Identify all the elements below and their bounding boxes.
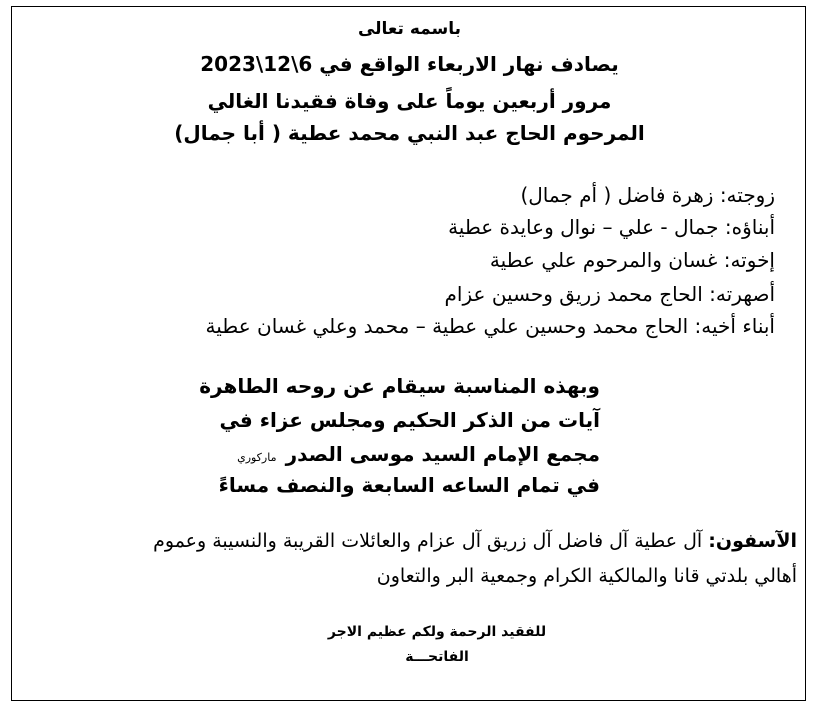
closing-fatiha: الفاتحـــة	[405, 649, 469, 665]
deceased-name: المرحوم الحاج عبد النبي محمد عطية ( أبا جمال)	[174, 121, 645, 145]
venue-note: ماركوري	[237, 451, 277, 464]
mourners-line-2: أهالي بلدتي قانا والمالكية الكرام وجمعية البر والتعاون	[376, 565, 797, 587]
mourners-label: الآسفون:	[708, 530, 797, 552]
ceremony-venue-line	[237, 442, 600, 466]
venue-name: مجمع الإمام السيد موسى الصدر	[285, 442, 600, 466]
ceremony-line-1: وبهذه المناسبة سيقام عن روحه الطاهرة	[199, 374, 600, 398]
in-laws-line: أصهرته: الحاج محمد زريق وحسين عزام	[444, 282, 775, 306]
ceremony-line-2: آيات من الذكر الحكيم ومجلس عزاء في	[219, 408, 600, 432]
mourners-families: آل عطية آل فاضل آل زريق آل عزام والعائلات القريبة والنسيبة وعموم	[153, 530, 703, 552]
wife-line: زوجته: زهرة فاضل ( أم جمال)	[520, 183, 775, 207]
siblings-line: إخوته: غسان والمرحوم علي عطية	[489, 248, 775, 272]
date-line: يصادف نهار الاربعاء الواقع في 6\12\2023	[200, 52, 619, 76]
closing-condolence: للفقيد الرحمة ولكم عظيم الاجر	[327, 624, 547, 640]
nephews-line: أبناء أخيه: الحاج محمد وحسين علي عطية – محمد وعلي غسان عطية	[205, 314, 775, 338]
ceremony-time-line: في تمام الساعه السابعة والنصف مساءً	[218, 473, 600, 497]
forty-days-line: مرور أربعين يوماً على وفاة فقيدنا الغالي	[207, 89, 612, 113]
obituary-notice	[11, 6, 806, 701]
mourners-line-1	[153, 530, 797, 552]
basmala-line: باسمه تعالى	[357, 19, 462, 39]
children-line: أبناؤه: جمال - علي – نوال وعايدة عطية	[448, 215, 775, 239]
